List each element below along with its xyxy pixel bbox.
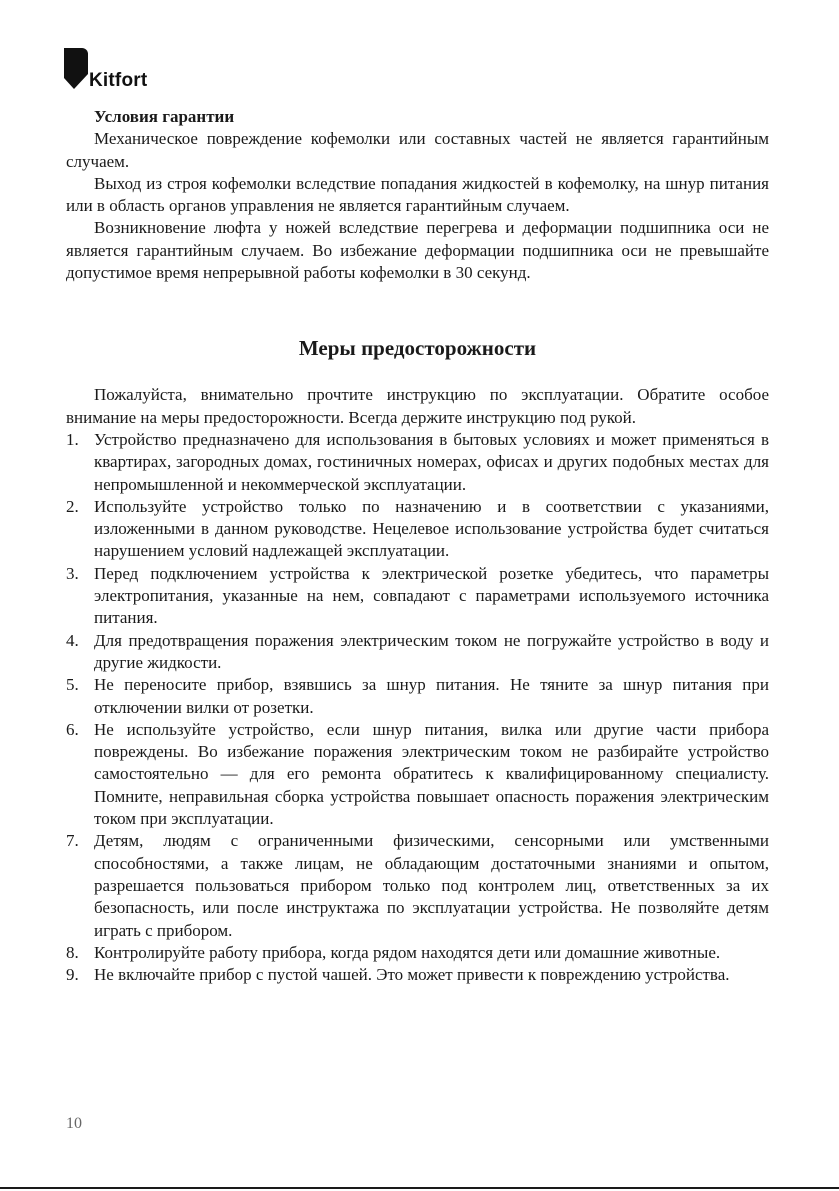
list-item — [66, 674, 769, 719]
warranty-paragraph-3: Возникновение люфта у ножей вследствие перегрева и деформации подшипника оси не является гарантийным случаем. Во избежание деформации подшипника оси не превышайте допустимое время непрерывной работы кофемолки в 30 секунд. — [66, 218, 769, 283]
list-item-text: Перед подключением устройства к электрической розетке убедитесь, что параметры электропитания, указанные на нем, совпадают с параметрами используемого источника питания. — [94, 563, 769, 628]
list-item-text: Используйте устройство только по назначению и в соответствии с указаниями, изложенными в данном руководстве. Нецелевое использование устройства будет считаться нарушением условий надлежащей эксплуатации. — [94, 496, 769, 561]
brand-logo — [64, 48, 147, 90]
list-item — [66, 719, 769, 830]
list-item-number: 5. — [66, 675, 79, 695]
list-item-number: 1. — [66, 429, 79, 449]
list-item-text: Детям, людям с ограниченными физическими, сенсорными или умственными способностями, а также лицам, не обладающим достаточными знаниями и опытом, разрешается пользоваться прибором только под контролем лиц, ответственных за их безопасность, или после инструктажа по эксплуатации устройства. Не позволяйте детям играть с прибором. — [94, 831, 769, 940]
list-item — [66, 496, 769, 563]
list-item-number: 8. — [66, 942, 79, 962]
warranty-paragraph-1: Механическое повреждение кофемолки или составных частей не является гарантийным случаем. — [66, 129, 769, 171]
list-item-number: 3. — [66, 563, 79, 583]
list-item-number: 6. — [66, 719, 79, 739]
list-item-number: 2. — [66, 496, 79, 516]
page-content — [66, 106, 769, 986]
safety-list — [66, 429, 769, 986]
list-item — [66, 563, 769, 630]
list-item — [66, 942, 769, 964]
list-item-text: Не используйте устройство, если шнур питания, вилка или другие части прибора повреждены. Во избежание поражения электрическим током не разбирайте устройство самостоятельно — для его ремонта обратитесь к квалифицированному специалисту. Помните, неправильная сборка устройства повышает опасность поражения электрическим током при эксплуатации. — [94, 719, 769, 829]
list-item-number: 4. — [66, 630, 79, 650]
list-item-text: Не переносите прибор, взявшись за шнур питания. Не тяните за шнур питания при отключении вилки от розетки. — [94, 675, 769, 717]
list-item-text: Для предотвращения поражения электрическим током не погружайте устройство в воду и другие жидкости. — [94, 630, 769, 672]
brand-name: Kitfort — [89, 70, 148, 91]
kitfort-logo-icon — [64, 48, 88, 90]
safety-intro: Пожалуйста, внимательно прочтите инструкцию по эксплуатации. Обратите особое внимание на меры предосторожности. Всегда держите инструкцию под рукой. — [66, 385, 769, 427]
list-item — [66, 830, 769, 941]
list-item-text: Устройство предназначено для использования в бытовых условиях и может применяться в квартирах, загородных домах, гостиничных номерах, офисах и других подобных местах для непромышленной и некоммерческой эксплуатации. — [94, 429, 769, 494]
list-item-number: 7. — [66, 831, 79, 851]
list-item-text: Контролируйте работу прибора, когда рядом находятся дети или домашние животные. — [94, 942, 721, 962]
warranty-title: Условия гарантии — [94, 107, 235, 126]
safety-title: Меры предосторожности — [298, 336, 537, 361]
list-item — [66, 964, 769, 986]
list-item — [66, 429, 769, 496]
page-number: 10 — [66, 1115, 82, 1132]
bottom-divider — [0, 1187, 839, 1189]
warranty-paragraph-2: Выход из строя кофемолки вследствие попадания жидкостей в кофемолку, на шнур питания или в область органов управления не является гарантийным случаем. — [66, 173, 769, 216]
list-item-text: Не включайте прибор с пустой чашей. Это может привести к повреждению устройства. — [94, 965, 730, 985]
list-item — [66, 630, 769, 675]
list-item-number: 9. — [66, 965, 79, 985]
